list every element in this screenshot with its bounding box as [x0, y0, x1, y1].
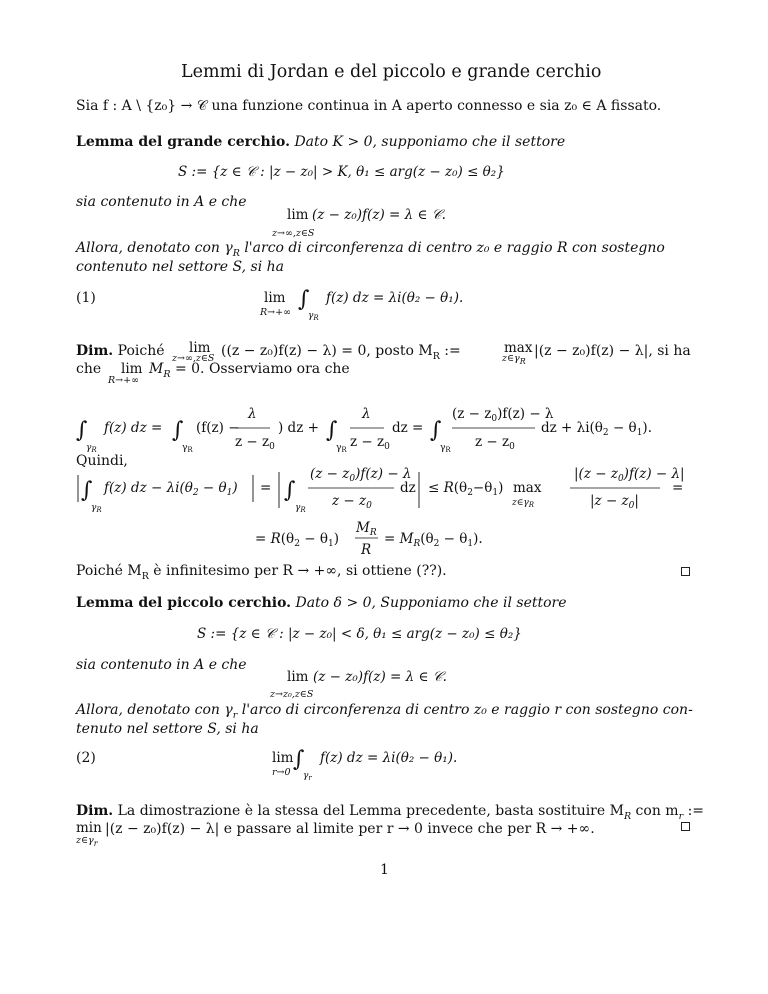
svg-text:γR: $\gamma_R$: [91, 503, 102, 514]
svg-text:∫: ∫: [81, 478, 93, 503]
proof1-conclusion: Poiché $M_R$ è infinitesimo per R → +∞, si ottiene (??).: [76, 563, 447, 582]
svg-text:z − z0: $z - z_0$: [475, 434, 515, 452]
proof2-label: Dim.: [76, 803, 114, 819]
svg-text:γR: $\gamma_R$: [440, 443, 451, 454]
equation-1-integral: [298, 287, 319, 322]
proof1-label: Dim.: [76, 343, 114, 359]
equation-2-integral: [293, 747, 312, 782]
equation-2-body: f(z) dz = λi(θ₂ − θ₁).: [320, 750, 458, 766]
proof1-text-a: Poiché: [117, 343, 165, 359]
svg-text:dz: dz: [400, 480, 416, 496]
lemma1-statement-c2: contenuto nel settore S, si ha: [76, 259, 285, 275]
lemma2-statement-c1-text: Allora, denotato con γ: [76, 702, 233, 718]
qed-box-2: [681, 822, 690, 831]
lemma2-gamma-subscript: r: [232, 709, 238, 721]
svg-text:MR: $M_R$: [356, 520, 377, 538]
svg-text:dz + λi(θ2 − θ1).: dz + $\lambda i(\theta_2 - \theta_1)$.: [541, 420, 652, 438]
lemma2-statement-c1-rest: l'arco di circonferenza di centro z₀ e raggio r con sostegno con-: [237, 702, 693, 718]
proof1-text-b-main: ((z − z₀)f(z) − λ) = 0, posto M: [221, 343, 433, 359]
proof2-text-c: :=: [683, 803, 705, 819]
lemma1-heading: Lemma del grande cerchio.: [76, 134, 290, 150]
lemma2-set-definition: S := {z ∈ 𝒞 : |z − z₀| < δ, θ₁ ≤ arg(z − z₀) ≤ θ₂}: [197, 626, 522, 642]
proof1-text-d: |(z − z₀)f(z) − λ|, si ha: [534, 343, 691, 359]
svg-text:max: max: [513, 480, 542, 496]
proof1-text-c: :=: [444, 343, 461, 359]
lemma1-statement-c1-rest: l'arco di circonferenza di centro z₀ e raggio R con sostegno: [239, 240, 665, 256]
lemma2-limit-subscript: z→z₀,z∈S: [270, 689, 314, 700]
equation-1-lim-subscript: R→+∞: [260, 307, 291, 318]
lemma1-statement-a: Dato K > 0, supponiamo che il settore: [294, 134, 566, 150]
lemma2-heading-line: [76, 595, 567, 611]
svg-text:f(z) dz =: f(z) dz =: [104, 420, 163, 436]
svg-text:∫: ∫: [76, 418, 88, 443]
svg-text:(z − z0)f(z) − λ: $(z - z_0)f(z) - \lambda$: [452, 406, 554, 424]
svg-text:γR: $\gamma_R$: [336, 443, 347, 454]
svg-text:γR: $\gamma_R$: [86, 443, 97, 454]
proof1-line2-b: $M_R = 0$. Osserviamo ora che: [149, 361, 350, 380]
lemma1-statement-b: sia contenuto in A e che: [76, 194, 247, 210]
svg-text:(z − z0)f(z) − λ: $(z - z_0)f(z) - \lambda$: [310, 466, 412, 484]
svg-text:λ: λ: [362, 406, 371, 422]
svg-text:∫: ∫: [172, 418, 184, 443]
lemma1-statement-c1-text: Allora, denotato con γ: [76, 240, 233, 256]
equation-1-lim: lim: [264, 290, 286, 306]
intro-paragraph: Sia f : A \ {z₀} → 𝒞 una funzione continua in A aperto connesso e sia z₀ ∈ A fissato.: [76, 98, 662, 114]
svg-text:|z − z0|: $|z - z_0|$: [590, 493, 639, 511]
svg-text:γR: $\gamma_R$: [182, 443, 193, 454]
proof1-conclusion-b: è infinitesimo per R → +∞, si ottiene (??).: [148, 563, 447, 579]
proof1-line2-M: M: [149, 361, 164, 377]
proof1-line2-lim-subscript: R→+∞: [108, 375, 139, 386]
lemma2-limit-hypothesis: (z − z₀)f(z) = λ ∈ 𝒞.: [313, 669, 447, 685]
lemma1-limit-hypothesis: (z − z₀)f(z) = λ ∈ 𝒞.: [312, 207, 446, 223]
svg-text:dz =: dz =: [392, 420, 424, 436]
svg-text:z∈γR: $z\in\gamma_R$: [512, 498, 535, 509]
svg-text:γR: $\gamma_R$: [295, 503, 306, 514]
svg-text:=: =: [260, 480, 272, 496]
lemma2-statement-b: sia contenuto in A e che: [76, 657, 247, 673]
svg-text:λ: λ: [248, 406, 257, 422]
svg-text:z − z0: $z - z_0$: [235, 434, 275, 452]
qed-box-1: [681, 567, 690, 576]
proof1-line2-c: = 0. Osserviamo ora che: [174, 361, 350, 377]
svg-text:∫: ∫: [298, 287, 310, 312]
svg-text:= R(θ2 − θ1): = $R(\theta_2 - \theta_1)$: [255, 531, 339, 549]
proof2-text-b: con m: [631, 803, 679, 819]
svg-text:(f(z) −: (f(z) −: [196, 420, 240, 436]
svg-text:=: =: [672, 480, 684, 496]
page-number: 1: [380, 862, 389, 878]
lemma2-statement-a: Dato δ > 0, Supponiamo che il settore: [295, 595, 567, 611]
lemma2-limit-word: lim: [287, 669, 309, 685]
svg-text:≤ R(θ2−θ1): ≤ $R(\theta_2-\theta_1)$: [428, 480, 504, 498]
proof1-lim-subscript: z→∞,z∈S: [172, 353, 215, 364]
svg-text:z − z0: $z - z_0$: [332, 493, 372, 511]
svg-text:γR: $\gamma_R$: [308, 311, 319, 322]
svg-text:) dz +: ) dz +: [278, 420, 319, 436]
lemma2-statement-c1: [76, 702, 693, 721]
svg-text:γr: $\gamma_r$: [303, 771, 312, 782]
svg-text:f(z) dz − λi(θ2 − θ1): f(z) dz − $\lambda i(\theta_2 - \theta_1)$: [104, 480, 238, 498]
proof1-max-subscript: $z\in\gamma_R$: [502, 353, 526, 366]
proof2-text-a: La dimostrazione è la stessa del Lemma precedente, basta sostituire M: [117, 803, 624, 819]
lemma1-gamma-subscript: R: [232, 247, 240, 259]
svg-text:∫: ∫: [293, 747, 305, 772]
proof1-conclusion-a: Poiché M: [76, 563, 142, 579]
estimate-line: [78, 466, 685, 514]
proof2-min-subscript: $z\in\gamma_r$: [76, 835, 98, 848]
equation-2-lim-subscript: r→0: [272, 767, 291, 778]
lemma2-statement-c2: tenuto nel settore S, si ha: [76, 721, 259, 737]
page-title: Lemmi di Jordan e del piccolo e grande cerchio: [181, 62, 602, 82]
svg-text:R: R: [361, 542, 372, 558]
lemma1-limit-subscript: z→∞,z∈S: [272, 228, 315, 239]
proof2-min-word: min: [76, 820, 102, 836]
svg-text:∫: ∫: [430, 418, 442, 443]
svg-text:= MR(θ2 − θ1).: = $M_R(\theta_2 - \theta_1)$.: [384, 531, 483, 549]
proof2-line1: Dim. La dimostrazione è la stessa del Lemma precedente, basta sostituire $M_R$ con $m_r$ :=: [76, 803, 705, 822]
proof1-text-b: ((z − z₀)f(z) − λ) = 0, posto $M_R$ :=: [221, 343, 461, 362]
svg-text:|(z − z0)f(z) − λ|: $|(z - z_0)f(z) - \lambda|$: [574, 466, 685, 484]
equation-1-number: (1): [76, 290, 96, 306]
svg-text:∫: ∫: [326, 418, 338, 443]
equation-1-body: f(z) dz = λi(θ₂ − θ₁).: [326, 290, 464, 306]
quindi: Quindi,: [76, 453, 128, 469]
proof2-line2: |(z − z₀)f(z) − λ| e passare al limite per r → 0 invece che per R → +∞.: [105, 821, 595, 837]
proof1-line2-lim: lim: [121, 361, 143, 377]
estimate-line-2: [255, 520, 483, 558]
lemma1-set-definition: S := {z ∈ 𝒞 : |z − z₀| > K, θ₁ ≤ arg(z − z₀) ≤ θ₂}: [178, 164, 505, 180]
lemma1-limit-word: lim: [287, 207, 309, 223]
svg-text:∫: ∫: [284, 478, 296, 503]
equation-2-number: (2): [76, 750, 96, 766]
svg-text:z − z0: $z - z_0$: [350, 434, 390, 452]
proof1-line2-a: che: [76, 361, 102, 377]
lemma2-heading: Lemma del piccolo cerchio.: [76, 595, 292, 611]
integral-identity: [76, 406, 652, 454]
proof1-max-word: max: [504, 340, 533, 356]
proof1-lim-word: lim: [189, 340, 211, 356]
equation-2-lim: lim: [272, 750, 294, 766]
